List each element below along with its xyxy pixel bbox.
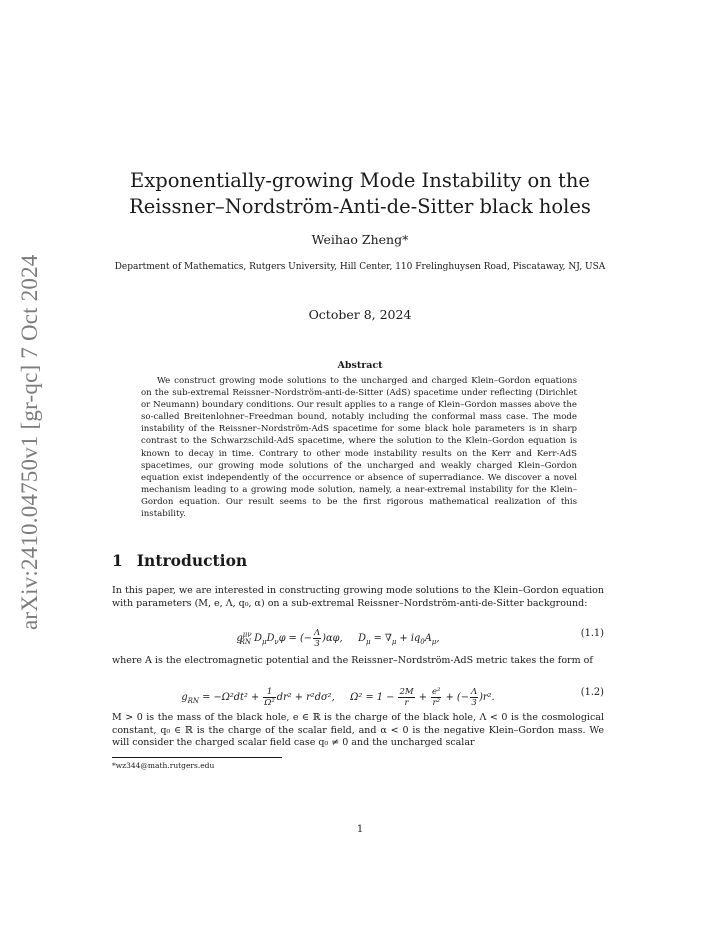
title-line-2: Reissner–Nordström-Anti-de-Sitter black holes [129,195,591,218]
equation-1-2-number: (1.2) [580,687,604,698]
arxiv-side-label: arXiv:2410.04750v1 [gr-qc] 7 Oct 2024 [17,254,42,630]
page-number: 1 [356,824,364,835]
section-number: 1 [112,551,123,570]
equation-1-1-number: (1.1) [580,628,604,639]
intro-paragraph-2: where A is the electromagnetic potential and the Reissner–Nordström-AdS metric takes the form of [112,655,593,666]
equation-1-1 [112,620,604,650]
author: Weihao Zheng* [311,232,409,247]
abstract-text: We construct growing mode solutions to the uncharged and charged Klein–Gordon equations on the sub-extremal Reissner–Nordström-anti-de-Sitter (AdS) spacetime under reflecting (Dirichlet or Neumann) boundary conditions. Our result applies to a range of Klein–Gordon masses above the so-called Breitenlohner–Freedman bound, notably including the conformal mass case. The mode instability of the Reissner–Nordström-AdS spacetime for some black hole parameters is in sharp contrast to the Schwarzschild-AdS spacetime, where the solution to the Klein–Gordon equation is known to decay in time. Contrary to other mode instability results on the Kerr and Kerr-AdS spacetimes, our growing mode solutions of the uncharged and weakly charged Klein–Gordon equation exist independently of the occurrence or absence of superradiance. We discover a novel mechanism leading to a growing mode solution, namely, a near-extremal instability for the Klein–Gordon equation. Our result seems to be the first rigorous mathematical realization of this instability. [141,376,577,520]
section-title: Introduction [136,551,248,570]
footnote-rule [112,757,282,758]
affiliation: Department of Mathematics, Rutgers University, Hill Center, 110 Frelinghuysen Road, Piscataway, NJ, USA [114,262,606,272]
equation-1-2 [112,679,604,709]
intro-paragraph-3: M > 0 is the mass of the black hole, e ∈ ℝ is the charge of the black hole, Λ < 0 is the cosmological constant, q₀ ∈ ℝ is the charge of the scalar field, and α < 0 is the negative Klein–Gordon mass. We will consider the charged scalar field case q₀ ≠ 0 and the uncharged scalar [112,712,604,749]
abstract-heading: Abstract [337,360,383,371]
intro-paragraph-1: In this paper, we are interested in constructing growing mode solutions to the Klein–Gordon equation with parameters (M, e, Λ, q₀, α) on a sub-extremal Reissner–Nordström-anti-de-Sitter background: [112,585,604,609]
title-line-1: Exponentially-growing Mode Instability on the [130,169,590,192]
date: October 8, 2024 [308,307,412,322]
section-heading [112,551,247,570]
footnote: *wz344@math.rutgers.edu [112,761,215,770]
equation-1-2-body: $g_{RN} = -\Omega^2dt^2$ + $\frac{1}{\text{Ω²}}$ dr² + r²dσ², Ω² = 1 − $\frac{2M}{r}$ + $\frac{\text{e²}}{\text{r²}}$ + (− $\frac{\Lambda}{3}$ )r². [181,687,495,708]
equation-1-1-body: $g^{\mu\nu}_{RN}$ $D_\mu D_\nu\varphi$ = (− $\frac{\Lambda}{3}$ )αφ, $D_\mu = \nabla_\mu + iq_0A_\mu$, [236,628,440,649]
paper-title [90,168,630,220]
